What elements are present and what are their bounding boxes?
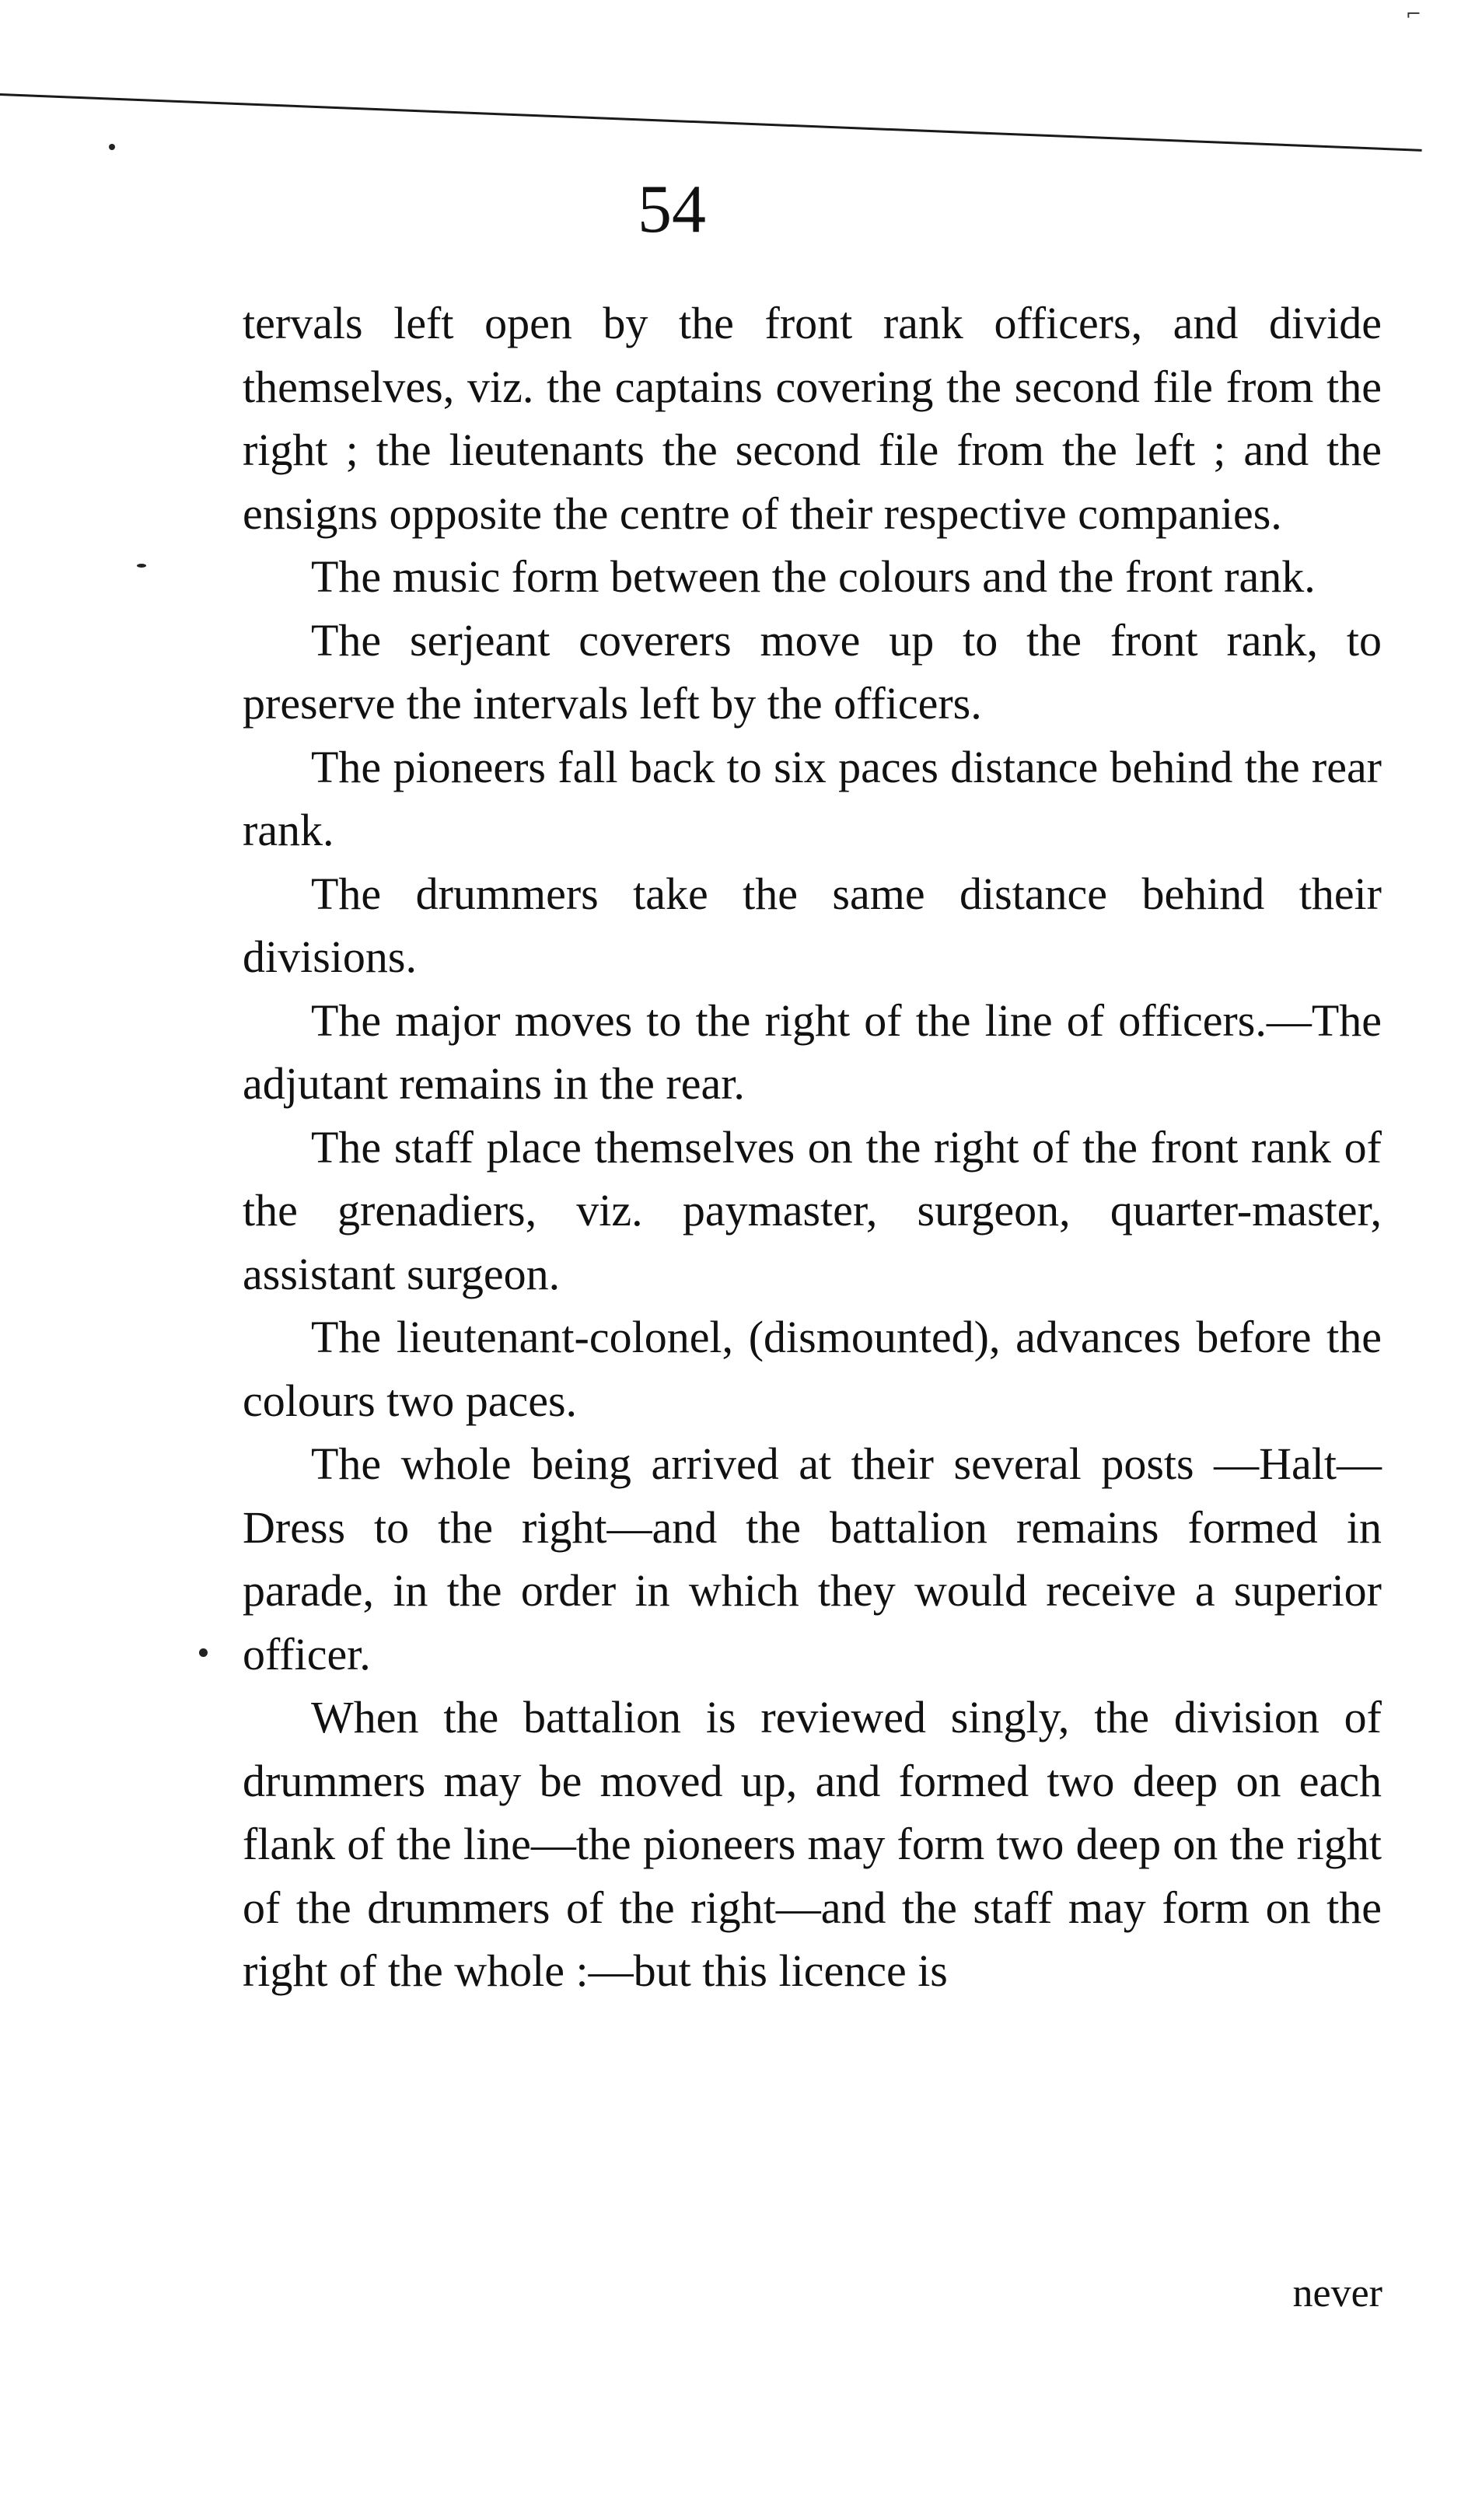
paragraph: The staff place themselves on the right of the front rank of the grenadiers, viz. paymaster, surgeon, quarter-master, assistant surgeon. — [243, 1121, 1382, 1299]
page-number: 54 — [638, 172, 706, 247]
paragraph: When the battalion is reviewed singly, the division of drummers may be moved up, and formed two deep on each flank of the line—the pioneers may form two deep on the right of the drummers of the right—and the staff may form on the right of the whole :—but this licence is — [243, 1692, 1382, 1996]
main-text — [243, 292, 1382, 2003]
paragraph: tervals left open by the front rank officers, and divide themselves, viz. the captains covering the second file from the right ; the lieutenants the second file from the left ; and the ensigns opposite the centre of their respective companies. — [243, 298, 1382, 539]
ink-speck — [137, 564, 146, 568]
catchword: never — [1292, 2271, 1382, 2316]
corner-mark: ⌐ — [1405, 3, 1421, 25]
paragraph: The pioneers fall back to six paces distance behind the rear rank. — [243, 741, 1382, 855]
paragraph: The major moves to the right of the line of officers.—The adjutant remains in the rear. — [243, 994, 1382, 1109]
ink-speck — [199, 1648, 208, 1657]
paragraph: The lieutenant-colonel, (dismounted), advances before the colours two paces. — [243, 1312, 1382, 1426]
paragraph: The serjeant coverers move up to the front rank, to preserve the intervals left by the officers. — [243, 614, 1382, 729]
paragraph: The drummers take the same distance behind their divisions. — [243, 868, 1382, 982]
ink-speck — [109, 144, 115, 150]
paragraph: The whole being arrived at their several posts —Halt—Dress to the right—and the battalion remains formed in parade, in the order in which they would receive a superior officer. — [243, 1438, 1382, 1679]
page-edge-rule — [0, 93, 1422, 152]
paragraph: The music form between the colours and the front rank. — [311, 551, 1316, 602]
